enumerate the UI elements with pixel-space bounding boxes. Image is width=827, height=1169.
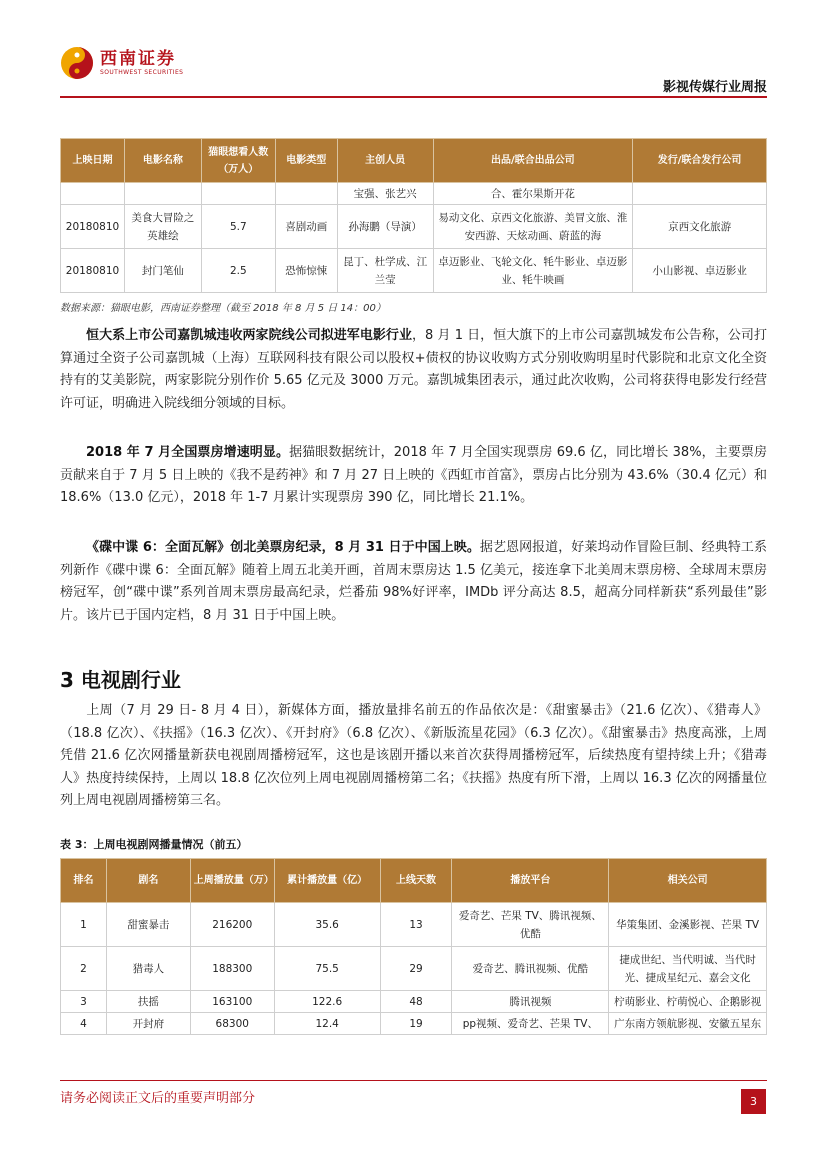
table-cell: 48	[380, 991, 452, 1013]
section-title: 3 电视剧行业	[60, 668, 181, 692]
table-cell: 35.6	[274, 903, 380, 947]
logo-english-name: SOUTHWEST SECURITIES	[100, 69, 184, 76]
table-cell: 3	[61, 991, 107, 1013]
table-row	[61, 991, 767, 1013]
col-header-weekly-views: 上周播放量（万）	[190, 859, 274, 903]
table-cell: pp视频、爱奇艺、芒果 TV、	[452, 1013, 609, 1035]
footer-divider	[60, 1080, 767, 1081]
col-header-companies: 相关公司	[609, 859, 767, 903]
table-cell: 扶摇	[106, 991, 190, 1013]
table-cell: 2	[61, 947, 107, 991]
table-cell: 5.7	[201, 205, 275, 249]
col-header-producers: 出品/联合出品公司	[433, 139, 633, 183]
table-cell: 122.6	[274, 991, 380, 1013]
paragraph-lead: 《碟中谍 6：全面瓦解》创北美票房纪录，8 月 31 日于中国上映。	[86, 540, 480, 555]
table-cell: 爱奇艺、腾讯视频、优酷	[452, 947, 609, 991]
table-row	[61, 947, 767, 991]
table-cell: 4	[61, 1013, 107, 1035]
table-cell	[61, 183, 125, 205]
table-cell: 20180810	[61, 205, 125, 249]
table-cell: 12.4	[274, 1013, 380, 1035]
table-cell: 京西文化旅游	[633, 205, 767, 249]
logo-emblem-icon	[60, 46, 94, 80]
table-cell: 合、霍尔果斯开花	[433, 183, 633, 205]
table-cell: 68300	[190, 1013, 274, 1035]
col-header-movie-name: 电影名称	[124, 139, 201, 183]
table-cell: 爱奇艺、芒果 TV、腾讯视频、优酷	[452, 903, 609, 947]
col-header-genre: 电影类型	[275, 139, 337, 183]
table-cell: 75.5	[274, 947, 380, 991]
paragraph-box-office-july	[60, 442, 767, 510]
table-cell	[124, 183, 201, 205]
report-title: 影视传媒行业周报	[662, 80, 767, 95]
table-row	[61, 249, 767, 293]
table-cell: 29	[380, 947, 452, 991]
page-number: 3	[741, 1089, 766, 1114]
table-cell: 美食大冒险之英雄绘	[124, 205, 201, 249]
paragraph-lead: 2018 年 7 月全国票房增速明显。	[86, 445, 290, 460]
table-cell: 163100	[190, 991, 274, 1013]
table-cell: 13	[380, 903, 452, 947]
table-row	[61, 205, 767, 249]
table-source-note: 数据来源：猫眼电影，西南证券整理（截至 2018 年 8 月 5 日 14：00）	[60, 303, 386, 314]
table-caption: 表 3：上周电视剧网播量情况（前五）	[60, 838, 248, 851]
col-header-rank: 排名	[61, 859, 107, 903]
col-header-crew: 主创人员	[337, 139, 433, 183]
col-header-release-date: 上映日期	[61, 139, 125, 183]
table-row	[61, 1013, 767, 1035]
company-logo	[60, 46, 183, 80]
table-cell: 甜蜜暴击	[106, 903, 190, 947]
table-cell: 19	[380, 1013, 452, 1035]
table-cell: 喜剧动画	[275, 205, 337, 249]
table-cell: 广东南方领航影视、安徽五星东	[609, 1013, 767, 1035]
disclaimer-note: 请务必阅读正文后的重要声明部分	[60, 1091, 256, 1106]
paragraph-body: 据艺恩网报道，好莱坞动作冒险巨制、经典特工系列新作《碟中谍 6：全面瓦解》随着上周五北美开画，首周末票房达 1.5 亿美元，接连拿下北美周末票房榜、全球周末票房榜冠军，创“碟中谍”系列首周末票房最高纪录，烂番茄 98%好评率，IMDb 评分高达 8.5，超高分同样新获“系列最佳”影片。该片已于国内定档，8 月 31 日于中国上映。	[60, 540, 767, 623]
table-row	[61, 903, 767, 947]
table-cell	[275, 183, 337, 205]
col-header-days-online: 上线天数	[380, 859, 452, 903]
table-cell: 216200	[190, 903, 274, 947]
table-cell: 开封府	[106, 1013, 190, 1035]
table-cell: 猎毒人	[106, 947, 190, 991]
table-cell: 小山影视、卓迈影业	[633, 249, 767, 293]
table-cell: 华策集团、金溪影视、芒果 TV	[609, 903, 767, 947]
table-cell: 腾讯视频	[452, 991, 609, 1013]
page-header	[0, 0, 827, 100]
table-cell: 188300	[190, 947, 274, 991]
table-cell: 宝强、张艺兴	[337, 183, 433, 205]
col-header-platform: 播放平台	[452, 859, 609, 903]
table-cell: 20180810	[61, 249, 125, 293]
paragraph-lead: 恒大系上市公司嘉凯城违收两家院线公司拟进军电影行业	[86, 328, 412, 343]
col-header-total-views: 累计播放量（亿）	[274, 859, 380, 903]
logo-chinese-name: 西南证券	[100, 49, 176, 69]
col-header-want-to-see: 猫眼想看人数（万人）	[201, 139, 275, 183]
table-cell: 易动文化、京西文化旅游、美冒文旅、淮安西游、天炫动画、蔚蓝的海	[433, 205, 633, 249]
table-cell	[201, 183, 275, 205]
table-cell: 卓迈影业、飞轮文化、牦牛影业、卓迈影业、牦牛映画	[433, 249, 633, 293]
paragraph-evergrande	[60, 325, 767, 415]
table-cell	[633, 183, 767, 205]
table-cell: 捷成世纪、当代明诚、当代时光、捷成星纪元、嘉会文化	[609, 947, 767, 991]
table-cell: 封门笔仙	[124, 249, 201, 293]
table-cell: 1	[61, 903, 107, 947]
tv-ranking-table	[60, 858, 767, 1035]
table-cell: 柠萌影业、柠萌悦心、企鹅影视	[609, 991, 767, 1013]
paragraph-body: 上周（7 月 29 日- 8 月 4 日），新媒体方面，播放量排名前五的作品依次是：《甜蜜暴击》（21.6 亿次）、《猎毒人》（18.8 亿次）、《扶摇》（16.3 亿次）、《开封府》（6.8 亿次）、《新版流星花园》（6.3 亿次）。《甜蜜暴击》热度高涨，上周凭借 21.6 亿次网播量新获电视剧周播榜冠军，这也是该剧开播以来首次获得周播榜冠军，后续热度有望持续上升；《猎毒人》热度持续保持，上周以 18.8 亿次位列上周电视剧周播榜第二名；《扶摇》热度有所下滑，上周以 16.3 亿次的网播量位列上周电视剧周播榜第三名。	[60, 703, 767, 808]
table-row	[61, 183, 767, 205]
header-divider	[60, 96, 767, 98]
paragraph-tv-ranking	[60, 700, 767, 813]
paragraph-body: 据猫眼数据统计，2018 年 7 月全国实现票房 69.6 亿，同比增长 38%，主要票房贡献来自于 7 月 5 日上映的《我不是药神》和 7 月 27 日上映的《西虹市首富》，票房占比分别为 43.6%（30.4 亿元）和 18.6%（13.0 亿元），2018 年 1-7 月累计实现票房 390 亿，同比增长 21.1%。	[60, 445, 767, 505]
table-cell: 昆丁、杜学成、江兰莹	[337, 249, 433, 293]
paragraph-body: ，8 月 1 日，恒大旗下的上市公司嘉凯城发布公告称，公司打算通过全资子公司嘉凯城（上海）互联网科技有限公司以股权+债权的协议收购方式分别收购明星时代影院和北京文化全资持有的艾美影院，两家影院分别作价 5.65 亿元及 3000 万元。嘉凯城集团表示，通过此次收购，公司将获得电影发行经营许可证，明确进入院线细分领域的目标。	[60, 328, 767, 411]
paragraph-mission-impossible	[60, 537, 767, 627]
col-header-title: 剧名	[106, 859, 190, 903]
table-cell: 2.5	[201, 249, 275, 293]
table-cell: 孙海鹏（导演）	[337, 205, 433, 249]
movie-release-table	[60, 138, 767, 293]
table-cell: 恐怖惊悚	[275, 249, 337, 293]
col-header-distributors: 发行/联合发行公司	[633, 139, 767, 183]
